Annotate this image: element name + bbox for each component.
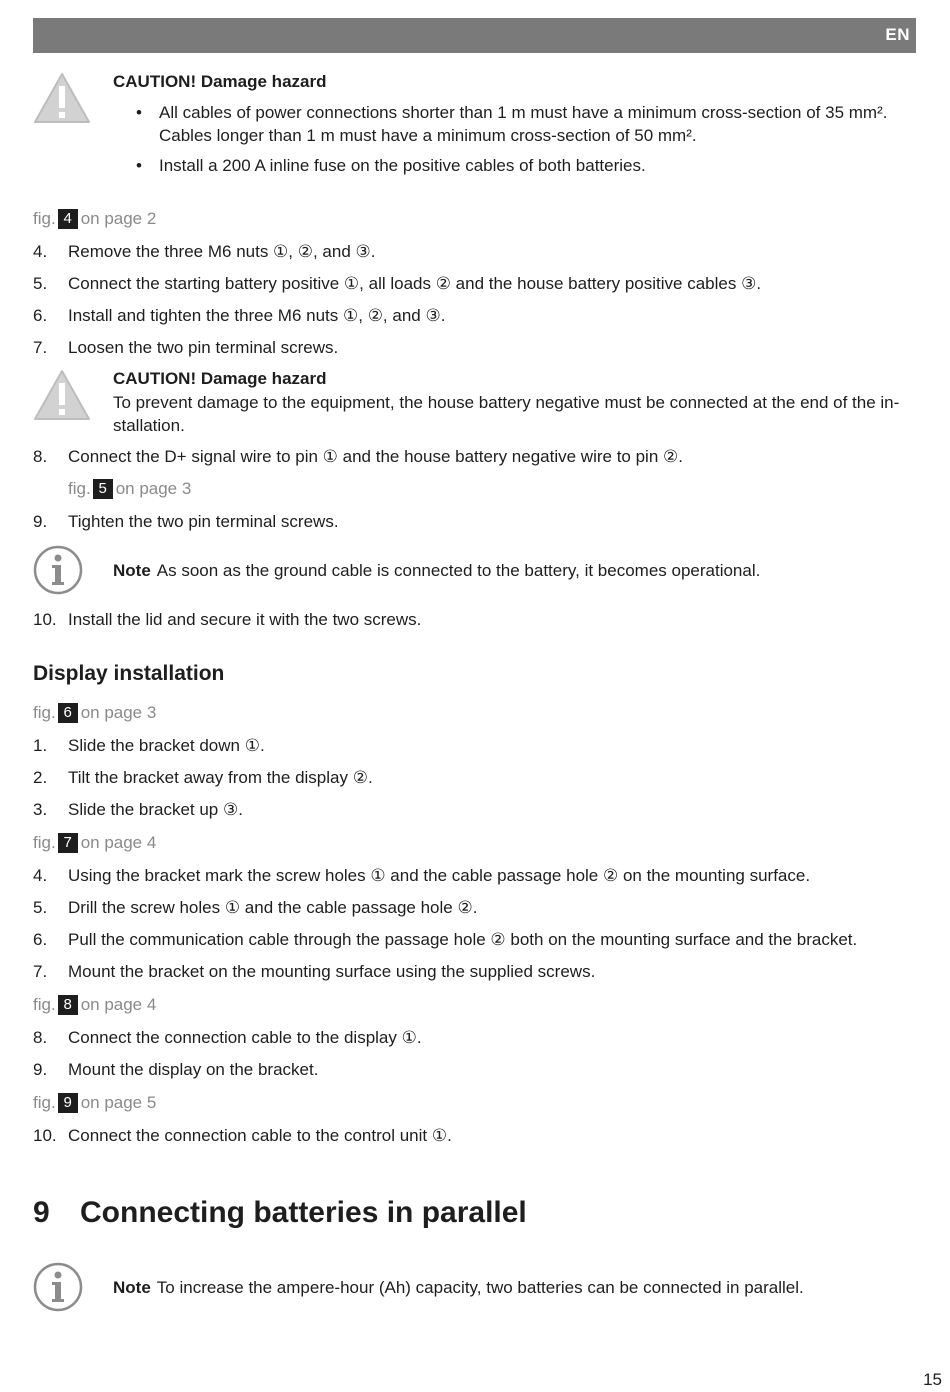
caution-title: CAUTION! Damage hazard	[113, 369, 327, 388]
caution-title: CAUTION! Damage hazard	[113, 72, 327, 91]
note-label: Note	[113, 1278, 151, 1297]
figure-reference[interactable]: fig. 8 on page 4	[33, 995, 157, 1014]
info-circle-icon	[33, 1262, 83, 1312]
caution-text: To prevent damage to the equipment, the house battery negative must be connected at the end of the in- stallation.	[113, 393, 900, 435]
note-label: Note	[113, 561, 151, 580]
figure-reference[interactable]: fig. 7 on page 4	[33, 833, 157, 852]
warning-triangle-icon	[33, 72, 91, 124]
figure-number-badge: 4	[58, 209, 78, 229]
figure-number-badge: 8	[58, 995, 78, 1015]
figure-number-badge: 5	[93, 479, 113, 499]
info-circle-icon	[33, 545, 83, 595]
language-label: EN	[885, 25, 910, 44]
chapter-number: 9	[33, 1196, 50, 1229]
caution-bullet-text: All cables of power connections shorter than 1 m must have a minimum cross-section of 35 mm². Cables longer than 1 m must have a minimum cross-section of 50 mm².	[159, 103, 888, 145]
chapter-heading	[33, 1196, 527, 1230]
figure-number-badge: 7	[58, 833, 78, 853]
figure-reference[interactable]: fig. 9 on page 5	[33, 1093, 157, 1112]
note-text: Note As soon as the ground cable is connected to the battery, it becomes operational.	[113, 561, 761, 580]
chapter-title: Connecting batteries in parallel	[80, 1196, 527, 1229]
header-bar	[33, 18, 916, 53]
page-number: 15	[923, 1370, 942, 1389]
warning-triangle-icon	[33, 369, 91, 421]
figure-number-badge: 9	[58, 1093, 78, 1113]
note-text: Note To increase the ampere-hour (Ah) capacity, two batteries can be connected in parallel.	[113, 1278, 804, 1297]
caution-bullet-text: Install a 200 A inline fuse on the positive cables of both batteries.	[159, 156, 646, 175]
figure-number-badge: 6	[58, 703, 78, 723]
section-heading: Display installation	[33, 662, 225, 685]
figure-reference[interactable]: fig. 5 on page 3	[68, 479, 192, 498]
figure-reference[interactable]: fig. 4 on page 2	[33, 209, 157, 228]
figure-reference[interactable]: fig. 6 on page 3	[33, 703, 157, 722]
